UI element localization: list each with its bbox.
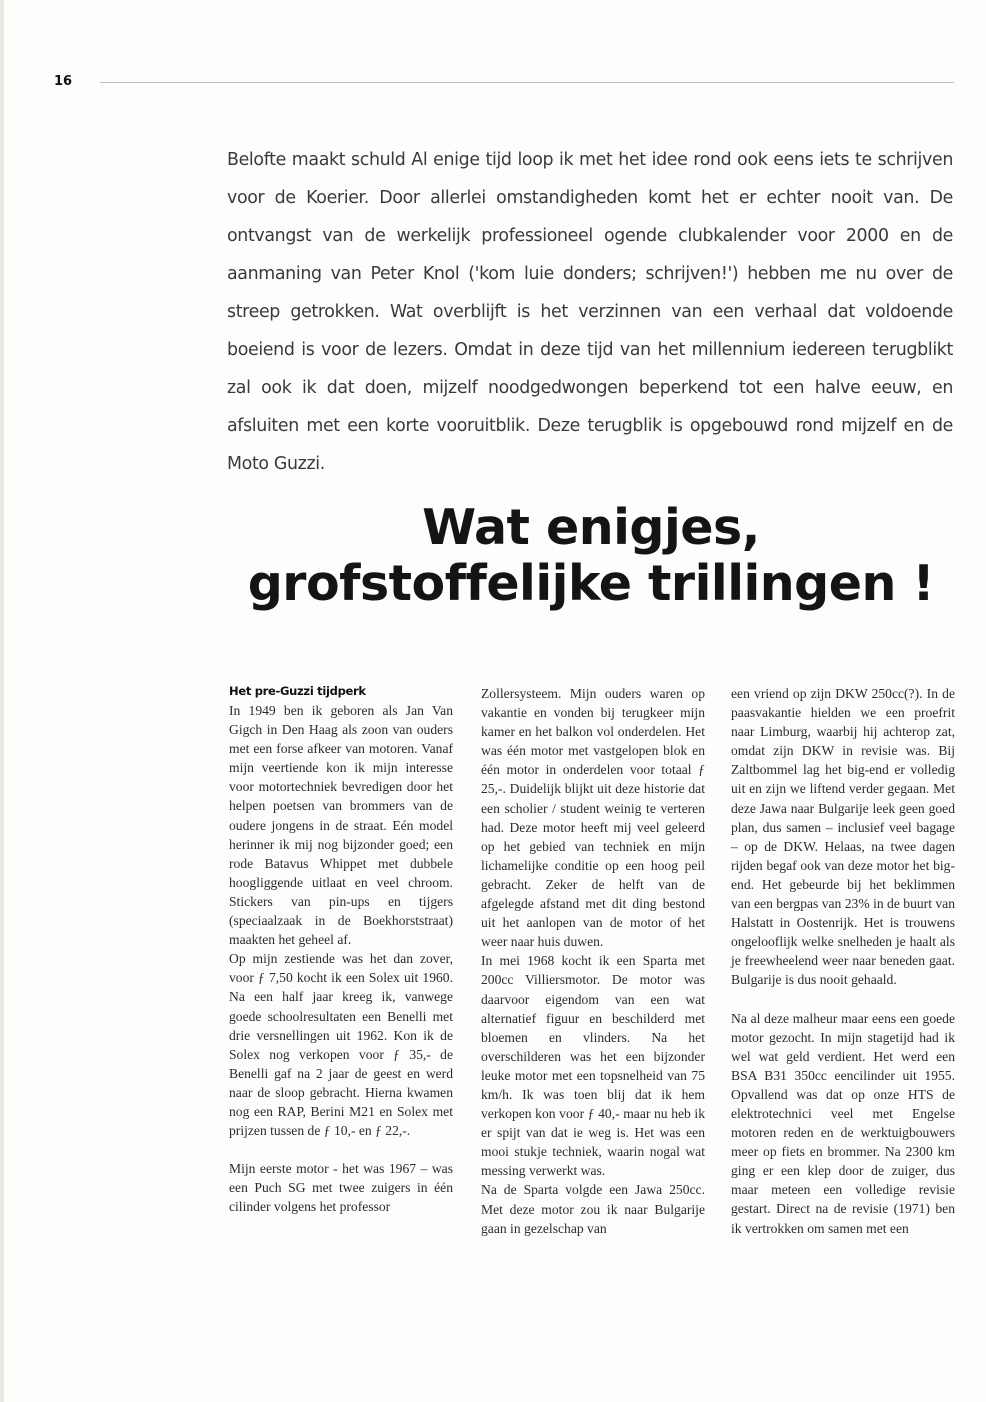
article-column-1	[229, 682, 453, 1216]
page-header	[54, 74, 954, 94]
column-1-paragraph-2: Op mijn zestiende was het dan zover, voor ƒ 7,50 kocht ik een Solex uit 1960. Na een half jaar kreeg ik, vanwege goede schoolresultaten een Benelli met drie versnellingen uit 1962. Kon ik de Solex nog verkopen voor ƒ 35,- de Benelli gaf na 2 jaar de geest en werd naar de sloop gebracht. Hierna kwamen nog een RAP, Berini M21 en Solex met prijzen tussen de ƒ 10,- en ƒ 22,-.	[229, 951, 453, 1139]
column-3-paragraph-1: een vriend op zijn DKW 250cc(?). In de paasvakantie hielden we een proefrit naar Limburg, waarbij hij achterop zat, omdat zijn DKW in revisie was. Bij Zaltbommel lag het big-end er volledig uit en zijn we liftend verder gegaan. Met deze Jawa naar Bulgarije leek geen goed plan, dus samen – inclusief veel bagage – op de DKW. Helaas, na twee dagen rijden begaf ook van deze motor het big-end. Het gebeurde bij het beklimmen van een bergpas van 23% in de buurt van Halstatt in Oostenrijk. Het is trouwens ongelooflijk welke snelheden je haalt als je freewheelend weer naar beneden gaat. Bulgarije is dus nooit gehaald.	[731, 686, 955, 988]
header-rule	[100, 82, 954, 83]
column-3-paragraph-2: Na al deze malheur maar eens een goede motor gezocht. In mijn stagetijd had ik wel wat geld verdient. Het werd een BSA B31 350cc eencilinder uit 1955. Opvallend was dat op onze HTS de elektrotechnici veel met Engelse motoren reden en de werktuigbouwers meer op fiets en brommer. Na 2300 km ging er een klep door de zuiger, dus maar meteen een volledige revisie gestart. Direct na de revisie (1971) ben ik vertrokken om samen met een	[731, 1010, 955, 1236]
title-line-2: grofstoffelijke trillingen !	[247, 555, 935, 612]
article-title	[230, 500, 952, 612]
article-column-2	[481, 684, 705, 1238]
column-2-paragraph-2: In mei 1968 kocht ik een Sparta met 200cc Villiersmotor. De motor was daarvoor eigendom van een wat alternatief figuur en beschilderd met bloemen en vlinders. Na het overschilderen was het een bijzonder leuke motor met een topsnelheid van 75 km/h. Ik was toen blij dat ik hem verkopen kon voor ƒ 40,- maar nu heb ik er spijt van dat ie weg is. Het was een mooi stukje techniek, waarin nogal wat messing verwerkt was.	[481, 953, 705, 1179]
section-subheading: Het pre-Guzzi tijdperk	[229, 684, 366, 698]
article-column-3	[731, 684, 955, 1238]
intro-paragraph: Belofte maakt schuld Al enige tijd loop ik met het idee rond ook eens iets te schrijven voor de Koerier. Door allerlei omstandigheden komt het er echter nooit van. De ontvangst van de werkelijk professioneel ogende clubkalender voor 2000 en de aanmaning van Peter Knol ('kom luie donders; schrijven!') hebben me nu over de streep getrokken. Wat overblijft is het verzinnen van een verhaal dat voldoende boeiend is voor de lezers. Omdat in deze tijd van het millennium iedereen terugblikt zal ook ik dat doen, mijzelf noodgedwongen beperkend tot een halve eeuw, en afsluiten met een korte vooruitblik. Deze terugblik is opgebouwd rond mijzelf en de Moto Guzzi.	[227, 150, 953, 474]
column-2-paragraph-3: Na de Sparta volgde een Jawa 250cc. Met deze motor zou ik naar Bulgarije gaan in gezelschap van	[481, 1182, 705, 1236]
title-line-1: Wat enigjes,	[422, 499, 760, 556]
column-1-paragraph-1: In 1949 ben ik geboren als Jan Van Gigch in Den Haag als zoon van ouders met een forse afkeer van motoren. Vanaf mijn veertiende kon ik mijn interesse voor motortechniek bevredigen door het helpen poetsen van brommers van de oudere jongens in de straat. Eén model herinner ik mij nog bijzonder goed; een rode Batavus Whippet met dubbele hoogliggende uitlaat en veel chroom. Stickers van pin-ups en tijgers (speciaalzaak in de Boekhorststraat) maakten het geheel af.	[229, 703, 453, 948]
page-number: 16	[54, 74, 73, 89]
column-2-paragraph-1: Zollersysteem. Mijn ouders waren op vakantie en vonden bij terugkeer mijn kamer en het balkon vol onderdelen. Het was één motor met vastgelopen blok en één motor in onderdelen voor totaal ƒ 25,-. Duidelijk blijkt uit deze historie dat een scholier / student weinig te verteren had. Deze motor heeft mij veel geleerd op het gebied van techniek en mijn lichamelijke conditie op een hoog peil gebracht. Zeker de helft van de afgelegde afstand met dit ding bestond uit het aanlopen van de motor of het weer naar huis duwen.	[481, 686, 705, 950]
page-edge	[0, 0, 4, 1402]
column-1-paragraph-3: Mijn eerste motor - het was 1967 – was een Puch SG met twee zuigers in één cilinder volgens het professor	[229, 1161, 453, 1215]
